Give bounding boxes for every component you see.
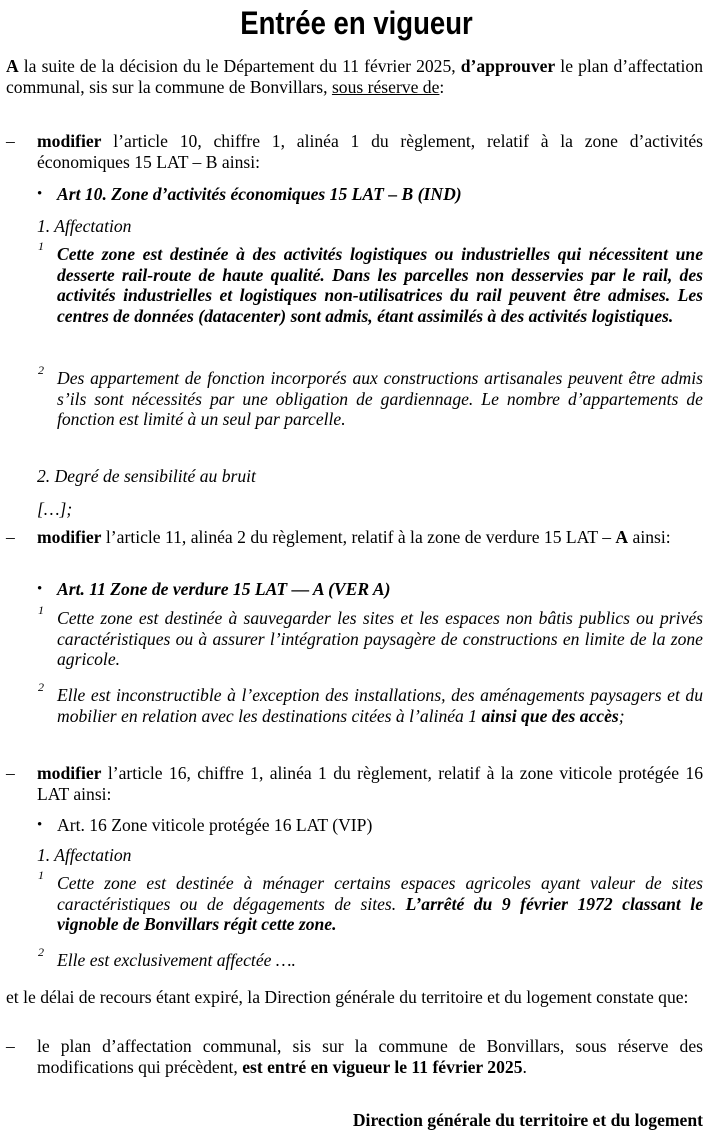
item3-paragraph-1-text: Cette zone est destinée à ménager certains espaces agricoles ayant valeur de sites caractéristiques ou de dégagements de sites. bbox=[57, 873, 703, 914]
intro-verb: d’approuver bbox=[460, 56, 556, 76]
item2-text: l’article 11, alinéa 2 du règlement, relatif à la zone de verdure 15 LAT – bbox=[101, 527, 616, 547]
intro-text: la suite de la décision du le Département du 11 février 2025, bbox=[18, 56, 461, 76]
item2-dash: – bbox=[6, 527, 15, 547]
conclusion-item-bold: est entré en vigueur le 11 février 2025 bbox=[242, 1056, 523, 1077]
item3-paragraph-1 bbox=[57, 873, 703, 935]
signature: Direction générale du territoire et du logement bbox=[352, 1110, 703, 1130]
item1-sup-2: 2 bbox=[38, 363, 44, 377]
item3-verb: modifier bbox=[37, 763, 102, 783]
item3-paragraph-1-bold: L’arrêté du 9 février 1972 classant le vignoble de Bonvillars régit cette zone. bbox=[57, 893, 703, 934]
item1-paragraph bbox=[37, 131, 703, 172]
intro-initial: A bbox=[6, 56, 19, 76]
item2-paragraph-1: Cette zone est destinée à sauvegarder les sites et les espaces non bâtis publics ou privés caractéristiques ou à assurer l’intégration paysagère de constructions en limite de la zone agricole. bbox=[57, 608, 703, 669]
item1-text: l’article 10, chiffre 1, alinéa 1 du règlement, relatif à la zone d’activités économiques 15 LAT – B ainsi: bbox=[37, 131, 703, 172]
item2-text-end: ainsi: bbox=[628, 527, 671, 547]
item3-sup-1: 1 bbox=[38, 868, 44, 882]
item2-paragraph-2-end: ; bbox=[618, 705, 625, 726]
conclusion-item-end: . bbox=[522, 1056, 527, 1077]
item1-ellipsis: […]; bbox=[37, 499, 73, 519]
item2-bullet: • bbox=[37, 581, 43, 597]
item2-paragraph-2 bbox=[57, 685, 703, 726]
item3-paragraph-2: Elle est exclusivement affectée …. bbox=[57, 950, 296, 970]
intro-underline: sous réserve de bbox=[331, 76, 440, 97]
item2-sup-1: 1 bbox=[38, 603, 44, 617]
item3-paragraph bbox=[37, 763, 703, 804]
item3-article: Art. 16 Zone viticole protégée 16 LAT (VIP) bbox=[57, 815, 373, 835]
item2-article: Art. 11 Zone de verdure 15 LAT — A (VER A) bbox=[57, 579, 391, 599]
item1-verb: modifier bbox=[37, 131, 102, 151]
item2-paragraph-2-text: Elle est inconstructible à l’exception des installations, des aménagements paysagers et du mobilier en relation avec les destinations citées à l’alinéa 1 bbox=[57, 685, 703, 726]
intro-paragraph bbox=[6, 56, 703, 97]
item3-sup-2: 2 bbox=[38, 945, 44, 959]
conclusion-paragraph: et le délai de recours étant expiré, la Direction générale du territoire et du logement constate que: bbox=[6, 987, 689, 1007]
item1-paragraph-1: Cette zone est destinée à des activités logistiques ou industrielles qui nécessitent une desserte rail-route de haute qualité. Dans les parcelles non desservies par le rail, des activités industrielles et logistiques non-utilisatrices du rail peuvent être admises. Les centres de données (datacenter) sont admis, étant assimilés à des activités logistiques. bbox=[57, 244, 703, 326]
conclusion-item-text: le plan d’affectation communal, sis sur la commune de Bonvillars, sous réserve des modifications qui précèdent, bbox=[37, 1036, 703, 1077]
item2-paragraph-2-bold: ainsi que des accès bbox=[477, 705, 619, 726]
item1-article: Art 10. Zone d’activités économiques 15 LAT – B (IND) bbox=[57, 184, 462, 204]
item1-paragraph-2: Des appartement de fonction incorporés aux constructions artisanales peuvent être admis s’ils sont nécessités par une obligation de gardiennage. Le nombre d’appartements de fonction est limité à un seul par parcelle. bbox=[57, 368, 703, 429]
item3-dash: – bbox=[6, 763, 15, 783]
intro-colon: : bbox=[439, 76, 445, 97]
conclusion-item bbox=[37, 1036, 703, 1077]
item1-section-affectation: 1. Affectation bbox=[37, 216, 132, 236]
intro-text-2: le plan d’affectation communal, sis sur la commune de Bonvillars, bbox=[6, 56, 704, 97]
item1-bullet: • bbox=[37, 186, 43, 202]
item1-dash: – bbox=[6, 131, 15, 151]
item1-section-noise: 2. Degré de sensibilité au bruit bbox=[37, 466, 256, 486]
item1-sup-1: 1 bbox=[38, 239, 44, 253]
item2-paragraph bbox=[37, 527, 703, 548]
item3-text: l’article 16, chiffre 1, alinéa 1 du règlement, relatif à la zone viticole protégée 16 LAT ainsi: bbox=[37, 763, 703, 804]
item2-verb: modifier bbox=[37, 527, 102, 547]
item3-section-affectation: 1. Affectation bbox=[37, 845, 132, 865]
item2-bold-a: A bbox=[615, 527, 629, 547]
item2-sup-2: 2 bbox=[38, 680, 44, 694]
item3-bullet: • bbox=[37, 817, 43, 833]
conclusion-dash: – bbox=[6, 1036, 15, 1056]
page-title: Entrée en vigueur bbox=[240, 5, 473, 41]
